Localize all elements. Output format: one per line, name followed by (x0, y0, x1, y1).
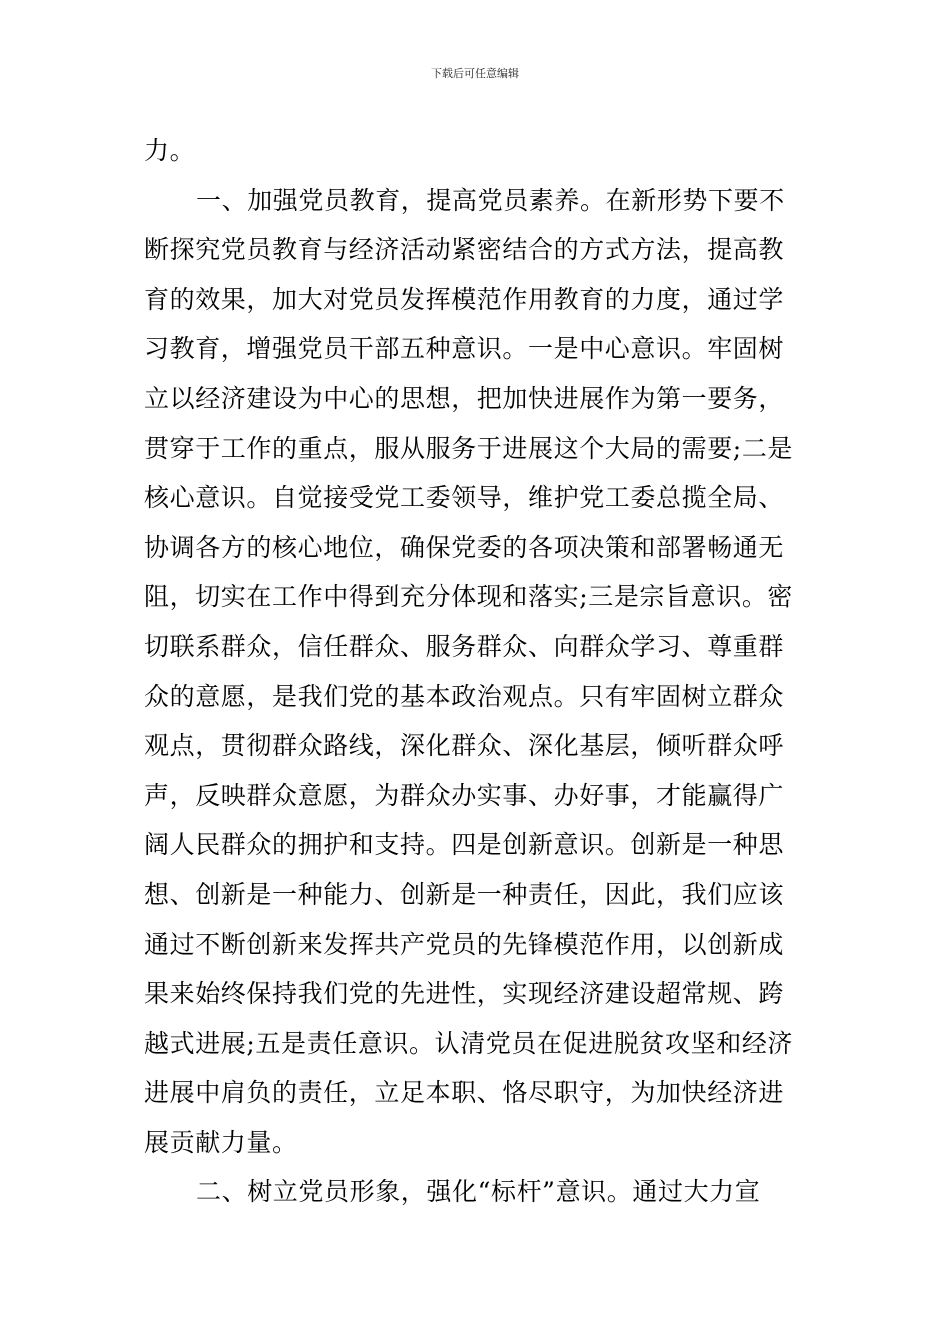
text-line: 立以经济建设为中心的思想，把加快进展作为第一要务， (144, 383, 785, 413)
text-line: 切联系群众，信任群众、服务群众、向群众学习、尊重群 (144, 631, 785, 661)
text-line: 贯穿于工作的重点，服从服务于进展这个大局的需要;二是 (144, 433, 794, 463)
document-body (144, 126, 824, 1217)
paragraph-1-start: 一、加强党员教育，提高党员素养。在新形势下要不 (196, 185, 785, 215)
text-line: 力。 (144, 136, 196, 165)
text-line: 声，反映群众意愿，为群众办实事、办好事，才能赢得广 (144, 780, 785, 810)
paragraph-2-start: 二、树立党员形象，强化“标杆”意识。通过大力宣 (196, 1177, 761, 1207)
page-header: 下载后可任意编辑 (431, 67, 519, 80)
text-line: 育的效果，加大对党员发挥模范作用教育的力度，通过学 (144, 284, 785, 314)
text-line: 习教育，增强党员干部五种意识。一是中心意识。牢固树 (144, 334, 785, 364)
text-line: 越式进展;五是责任意识。认清党员在促进脱贫攻坚和经济 (144, 1028, 794, 1058)
text-line: 展贡献力量。 (144, 1127, 298, 1157)
text-line: 观点，贯彻群众路线，深化群众、深化基层，倾听群众呼 (144, 731, 785, 761)
text-line: 协调各方的核心地位，确保党委的各项决策和部署畅通无 (144, 532, 785, 562)
text-line: 核心意识。自觉接受党工委领导，维护党工委总揽全局、 (144, 483, 785, 513)
text-line: 进展中肩负的责任，立足本职、恪尽职守，为加快经济进 (144, 1078, 785, 1108)
text-line: 阻，切实在工作中得到充分体现和落实;三是宗旨意识。密 (144, 582, 794, 612)
text-line: 通过不断创新来发挥共产党员的先锋模范作用，以创新成 (144, 929, 785, 959)
text-line: 众的意愿，是我们党的基本政治观点。只有牢固树立群众 (144, 681, 785, 711)
text-line: 断探究党员教育与经济活动紧密结合的方式方法，提高教 (144, 235, 785, 265)
text-line: 想、创新是一种能力、创新是一种责任，因此，我们应该 (144, 879, 785, 909)
text-line: 果来始终保持我们党的先进性，实现经济建设超常规、跨 (144, 979, 785, 1009)
text-line: 阔人民群众的拥护和支持。四是创新意识。创新是一种思 (144, 830, 785, 860)
